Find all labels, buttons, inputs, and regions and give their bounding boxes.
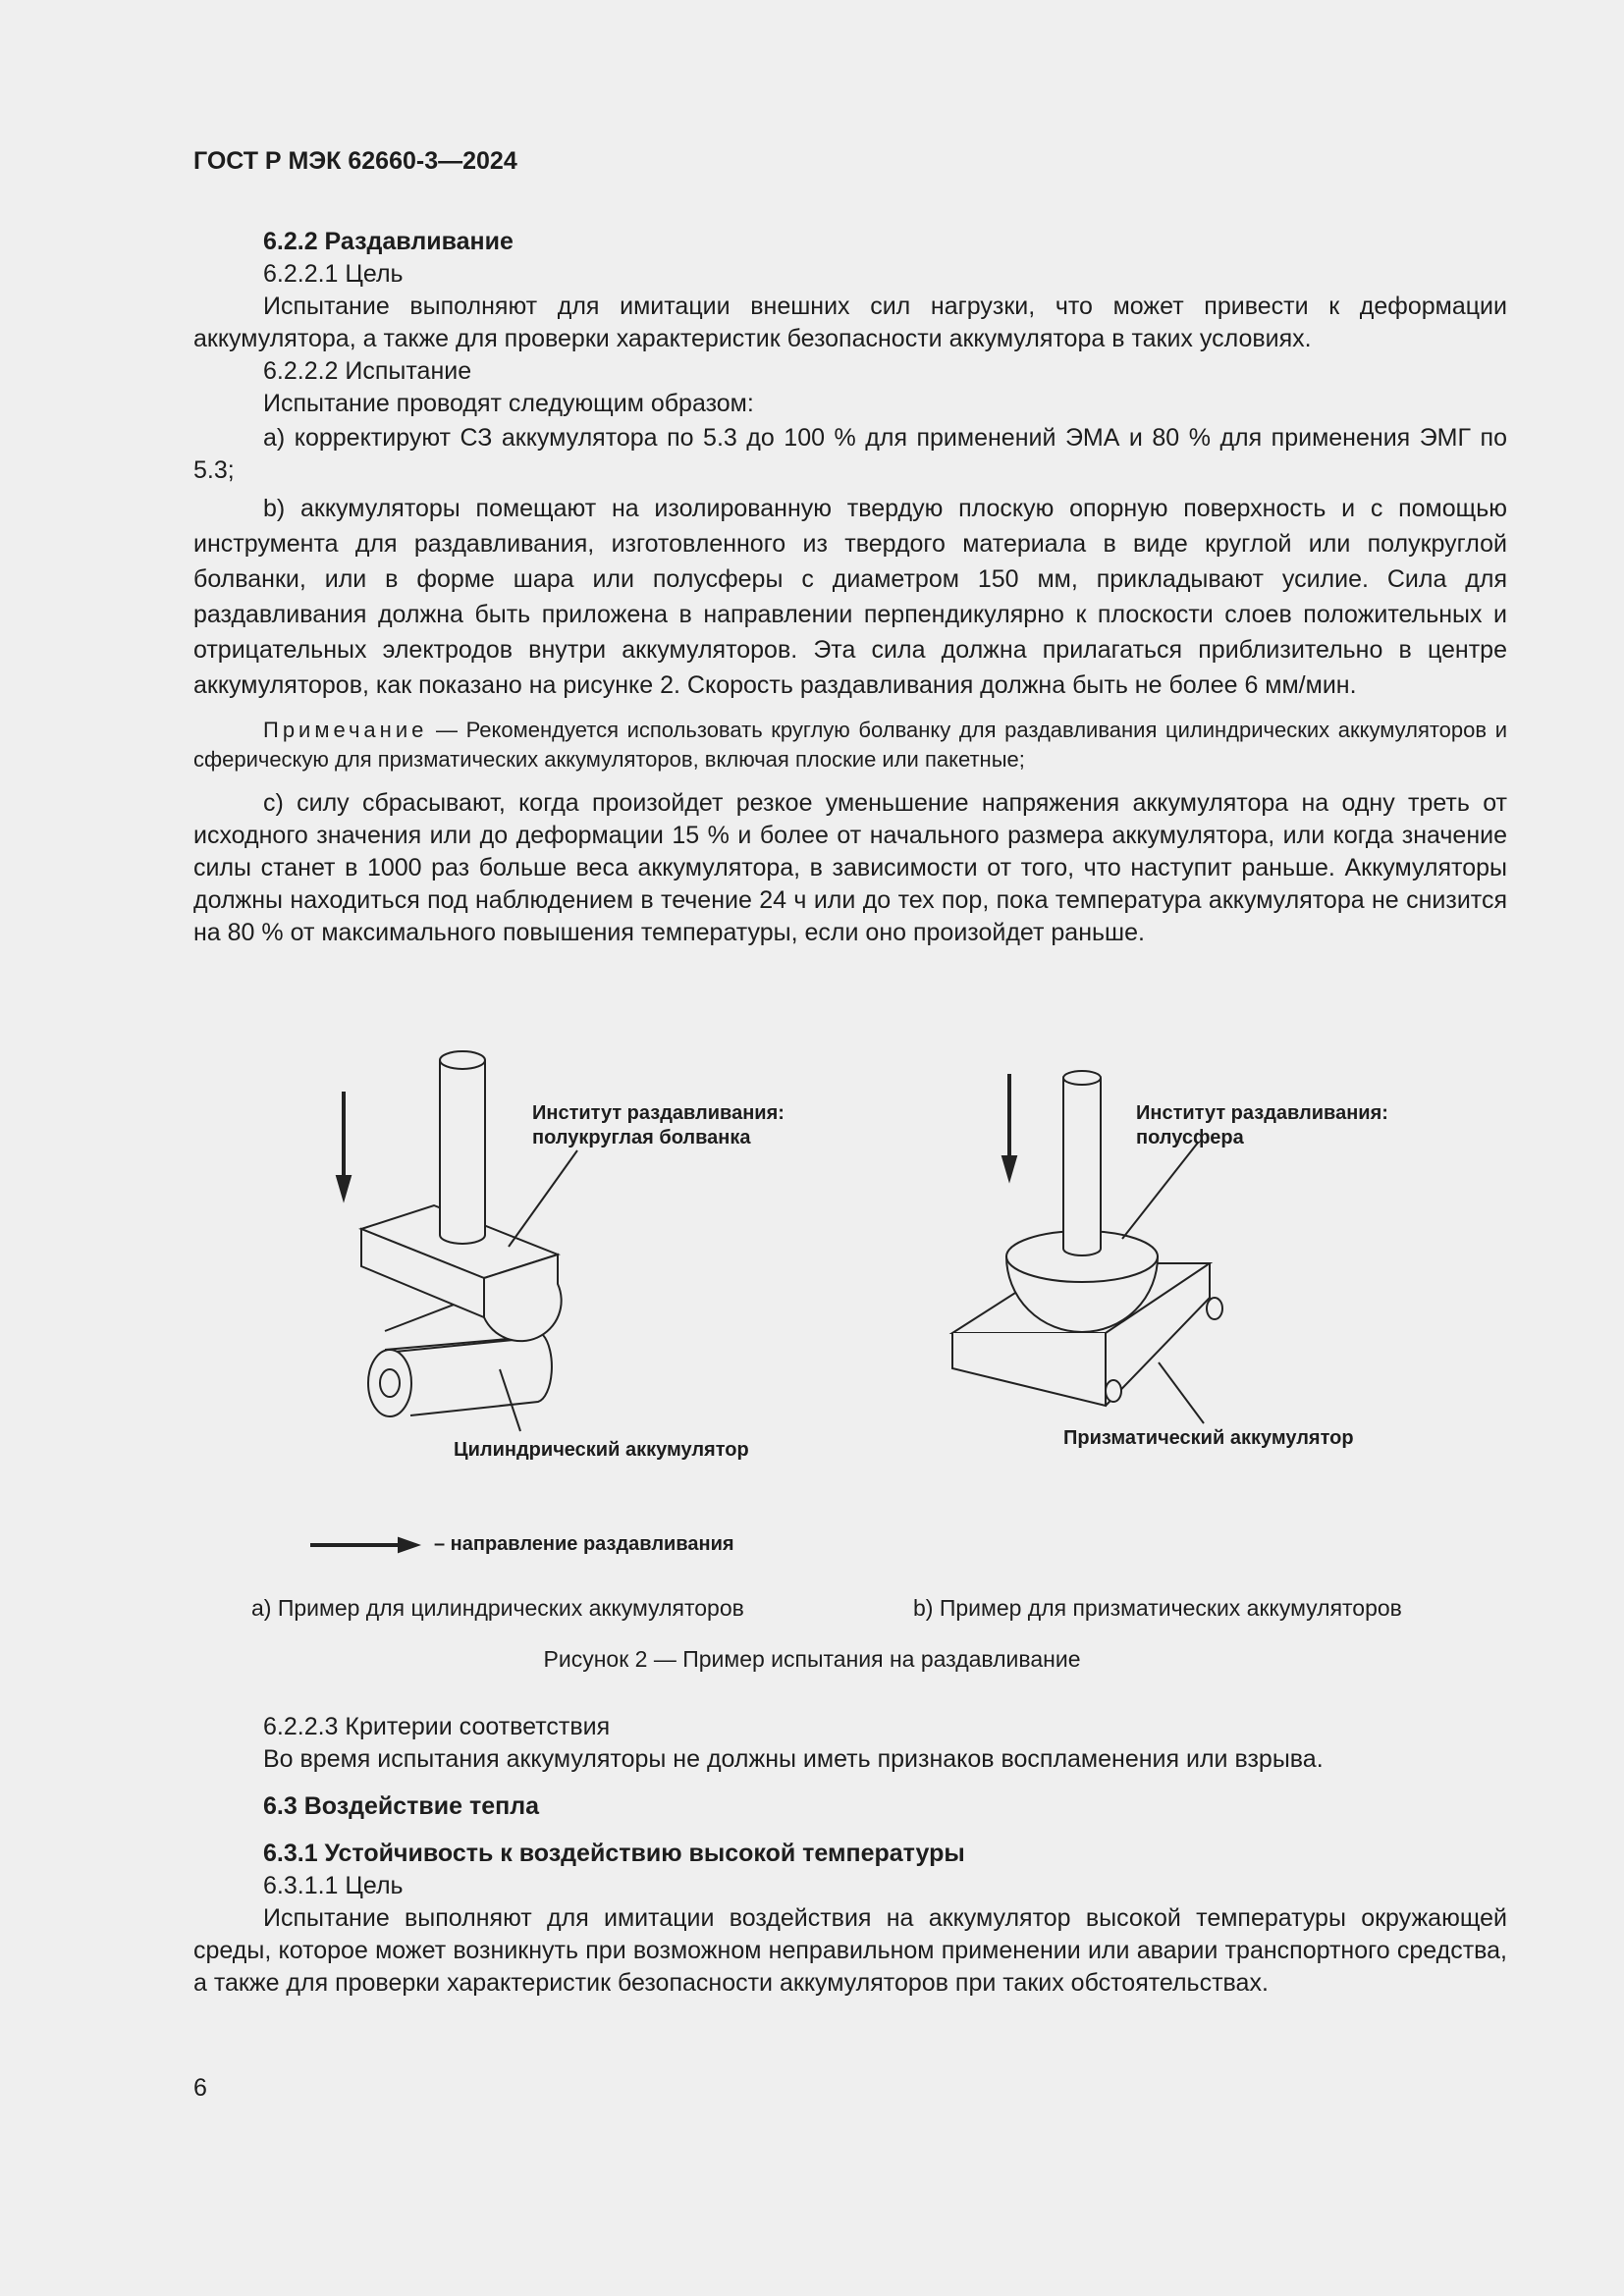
label-line: полусфера (1136, 1127, 1244, 1148)
page-number: 6 (193, 2074, 207, 2102)
legend-arrow (310, 1538, 418, 1552)
left-tool-label (532, 1101, 785, 1150)
paragraph: Во время испытания аккумуляторы не должны иметь признаков воспламенения или взрыва. (263, 1745, 1324, 1773)
legend-text: – направление раздавливания (434, 1533, 734, 1555)
section-heading: 6.3 Воздействие тепла (263, 1792, 540, 1820)
list-item-a: a) корректируют СЗ аккумулятора по 5.3 до 100 % для применений ЭМА и 80 % для применения ЭМГ по 5.3; (193, 424, 1507, 484)
right-cell-label: Призматический аккумулятор (1063, 1427, 1354, 1449)
figure-caption-a: a) Пример для цилиндрических аккумуляторов (251, 1595, 744, 1621)
subsection-heading: 6.2.2.3 Критерии соответствия (263, 1713, 611, 1740)
list-item-b: b) аккумуляторы помещают на изолированную твердую плоскую опорную поверхность и с помощью инструмента для раздавливания, изготовленного из твердого материала в виде круглой или полукруглой болванки, или в форме шара или полусферы с диаметром 150 мм, прикладывают усилие. Сила для раздавливания должна быть приложена в направлении перпендикулярно к плоскости слоев положительных и отрицательных электродов внутри аккумуляторов. Эта сила должна прилагаться приблизительно в центре аккумуляторов, как показано на рисунке 2. Скорость раздавливания должна быть не более 6 мм/мин. (193, 495, 1507, 699)
section-6-2-2-3 (193, 1711, 1507, 2000)
paragraph: Испытание выполняют для имитации внешних сил нагрузки, что может привести к деформации аккумулятора, а также для проверки характеристик безопасности аккумулятора в таких условиях. (193, 293, 1507, 352)
figure-caption-b: b) Пример для призматических аккумуляторов (913, 1595, 1402, 1621)
label-line: полукруглая болванка (532, 1127, 751, 1148)
note-text: — Рекомендуется использовать круглую болванку для раздавливания цилиндрических аккумуляторов и сферическую для призматических аккумуляторов, включая плоские или пакетные; (193, 718, 1507, 772)
subsection-heading: 6.2.2.2 Испытание (263, 357, 472, 385)
list-item-c: c) силу сбрасывают, когда произойдет резкое уменьшение напряжения аккумулятора на одну треть от исходного значения или до деформации 15 % и более от начального размера аккумулятора, или когда значение силы станет в 1000 раз больше веса аккумулятора, в зависимости от того, что наступит раньше. Аккумуляторы должны находиться под наблюдением в течение 24 ч или до тех пор, пока температура аккумулятора не снизится на 80 % от максимального повышения температуры, если оно произойдет раньше. (193, 789, 1507, 946)
label-line: Институт раздавливания: (532, 1102, 785, 1124)
figure-title: Рисунок 2 — Пример испытания на раздавливание (543, 1646, 1081, 1672)
note-label: Примечание (263, 718, 428, 742)
paragraph: Испытание проводят следующим образом: (263, 390, 754, 417)
left-cell-label: Цилиндрический аккумулятор (454, 1439, 749, 1461)
document-header: ГОСТ Р МЭК 62660-3—2024 (193, 147, 517, 175)
section-heading: 6.3.1 Устойчивость к воздействию высокой температуры (263, 1840, 965, 1867)
paragraph: Испытание выполняют для имитации воздействия на аккумулятор высокой температуры окружающей среды, которое может возникнуть при возможном неправильном применении или аварии транспортного средства, а также для проверки характеристик безопасности аккумуляторов при таких обстоятельствах. (193, 1904, 1507, 1997)
right-tool-label (1136, 1101, 1388, 1150)
subsection-heading: 6.3.1.1 Цель (263, 1872, 404, 1899)
section-heading: 6.2.2 Раздавливание (263, 228, 514, 255)
label-line: Институт раздавливания: (1136, 1102, 1388, 1124)
subsection-heading: 6.2.2.1 Цель (263, 260, 404, 288)
